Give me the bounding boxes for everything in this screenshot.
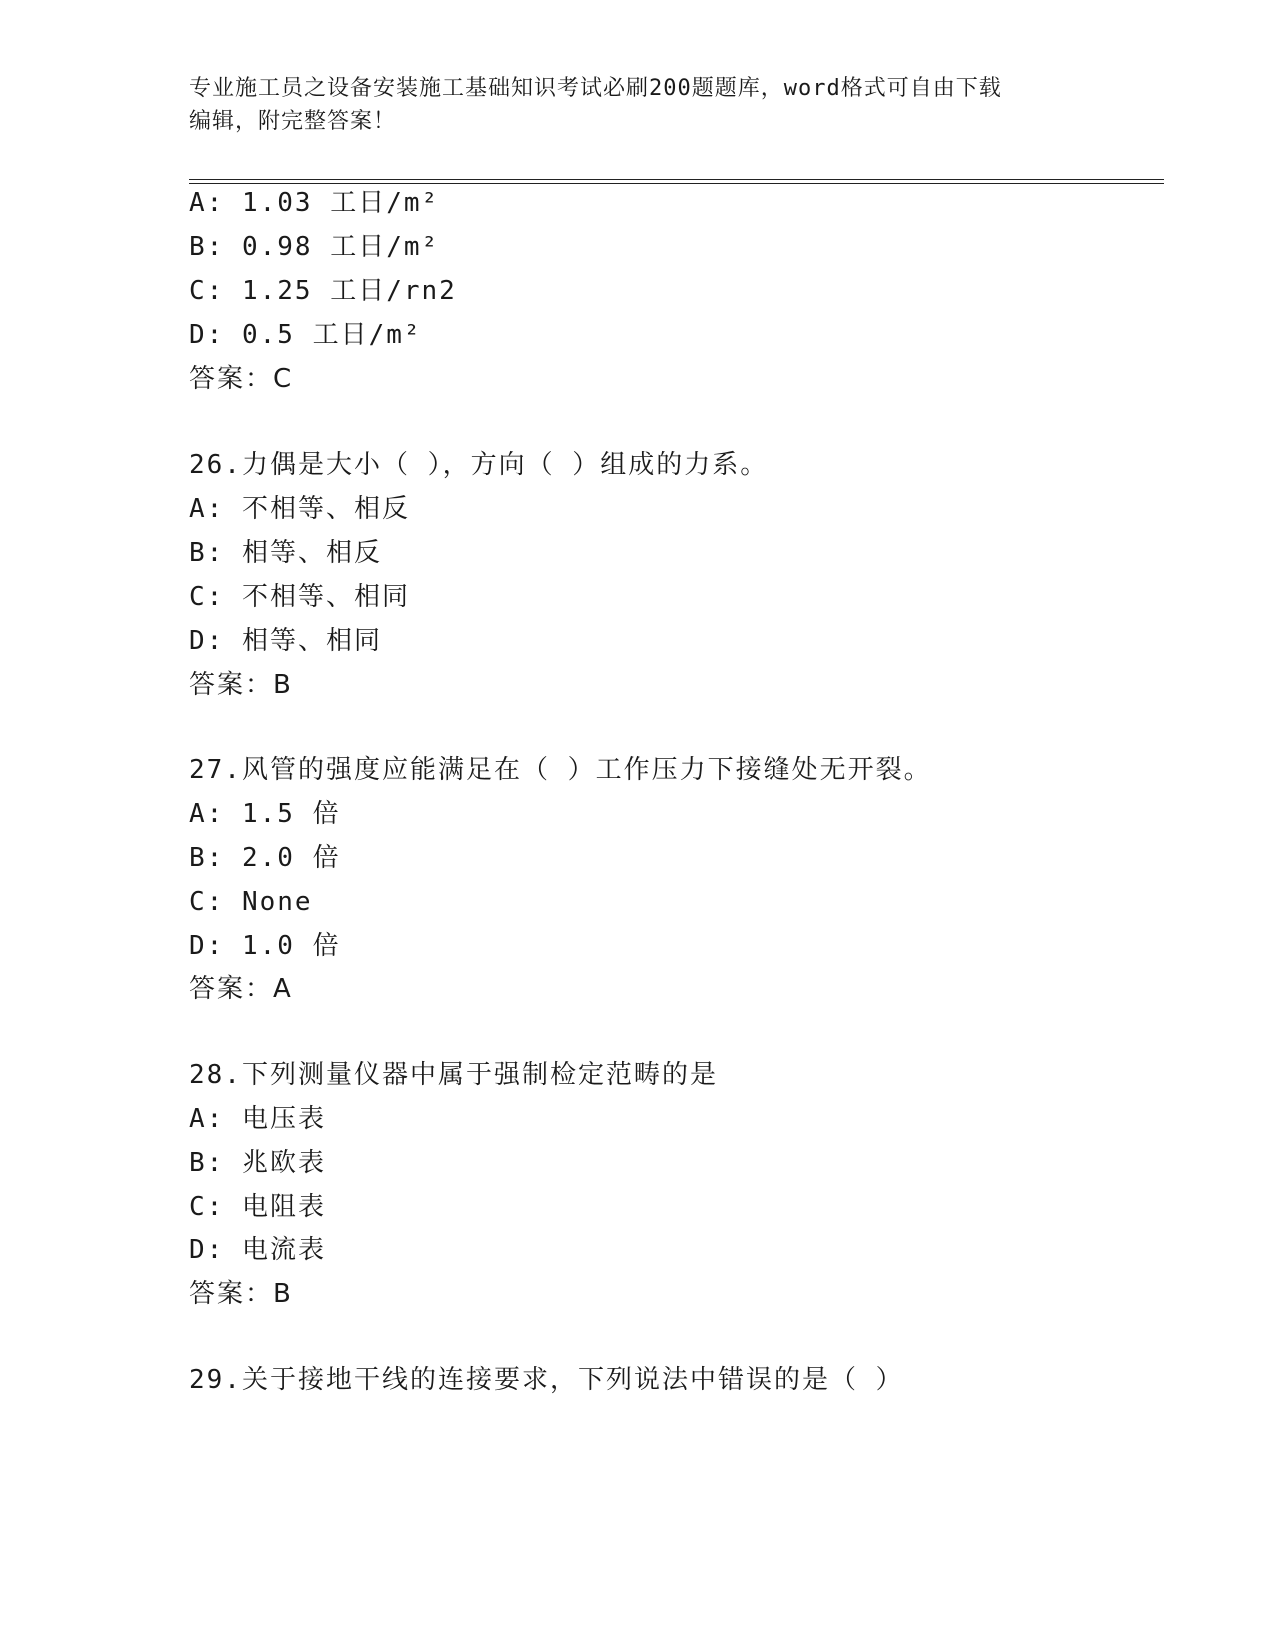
q26-option-c: C: 不相等、相同 [189, 582, 410, 612]
q28-option-c: C: 电阻表 [189, 1192, 326, 1222]
q28-option-b: B: 兆欧表 [189, 1148, 326, 1178]
q25-option-c: C: 1.25 工日/rn2 [189, 276, 457, 306]
q27-option-c: C: None [189, 887, 313, 917]
q28-answer: 答案：B [189, 1279, 293, 1309]
q27-option-b: B: 2.0 倍 [189, 843, 341, 873]
q25-answer: 答案：C [189, 364, 294, 394]
q26-answer: 答案：B [189, 670, 293, 700]
q25-option-b: B: 0.98 工日/m² [189, 232, 440, 262]
header-line-1: 专业施工员之设备安装施工基础知识考试必刷200题题库，word格式可自由下载 [189, 76, 1002, 101]
q25-option-d: D: 0.5 工日/m² [189, 320, 422, 350]
q27-option-d: D: 1.0 倍 [189, 931, 341, 961]
q29-title: 29.关于接地干线的连接要求，下列说法中错误的是（ ） [189, 1365, 904, 1395]
document-header [189, 72, 1089, 138]
q25-option-a: A: 1.03 工日/m² [189, 188, 440, 218]
q27-title: 27.风管的强度应能满足在（ ）工作压力下接缝处无开裂。 [189, 755, 932, 785]
q27-option-a: A: 1.5 倍 [189, 799, 341, 829]
q28-title: 28.下列测量仪器中属于强制检定范畴的是 [189, 1060, 718, 1090]
q26-title: 26.力偶是大小（ ），方向（ ）组成的力系。 [189, 450, 769, 480]
q28-option-d: D: 电流表 [189, 1235, 326, 1265]
header-divider [189, 179, 1164, 184]
q26-option-a: A: 不相等、相反 [189, 494, 410, 524]
q28-option-a: A: 电压表 [189, 1104, 326, 1134]
q27-answer: 答案：A [189, 974, 293, 1004]
q26-option-d: D: 相等、相同 [189, 626, 382, 656]
header-line-2: 编辑，附完整答案！ [189, 109, 397, 134]
q26-option-b: B: 相等、相反 [189, 538, 382, 568]
